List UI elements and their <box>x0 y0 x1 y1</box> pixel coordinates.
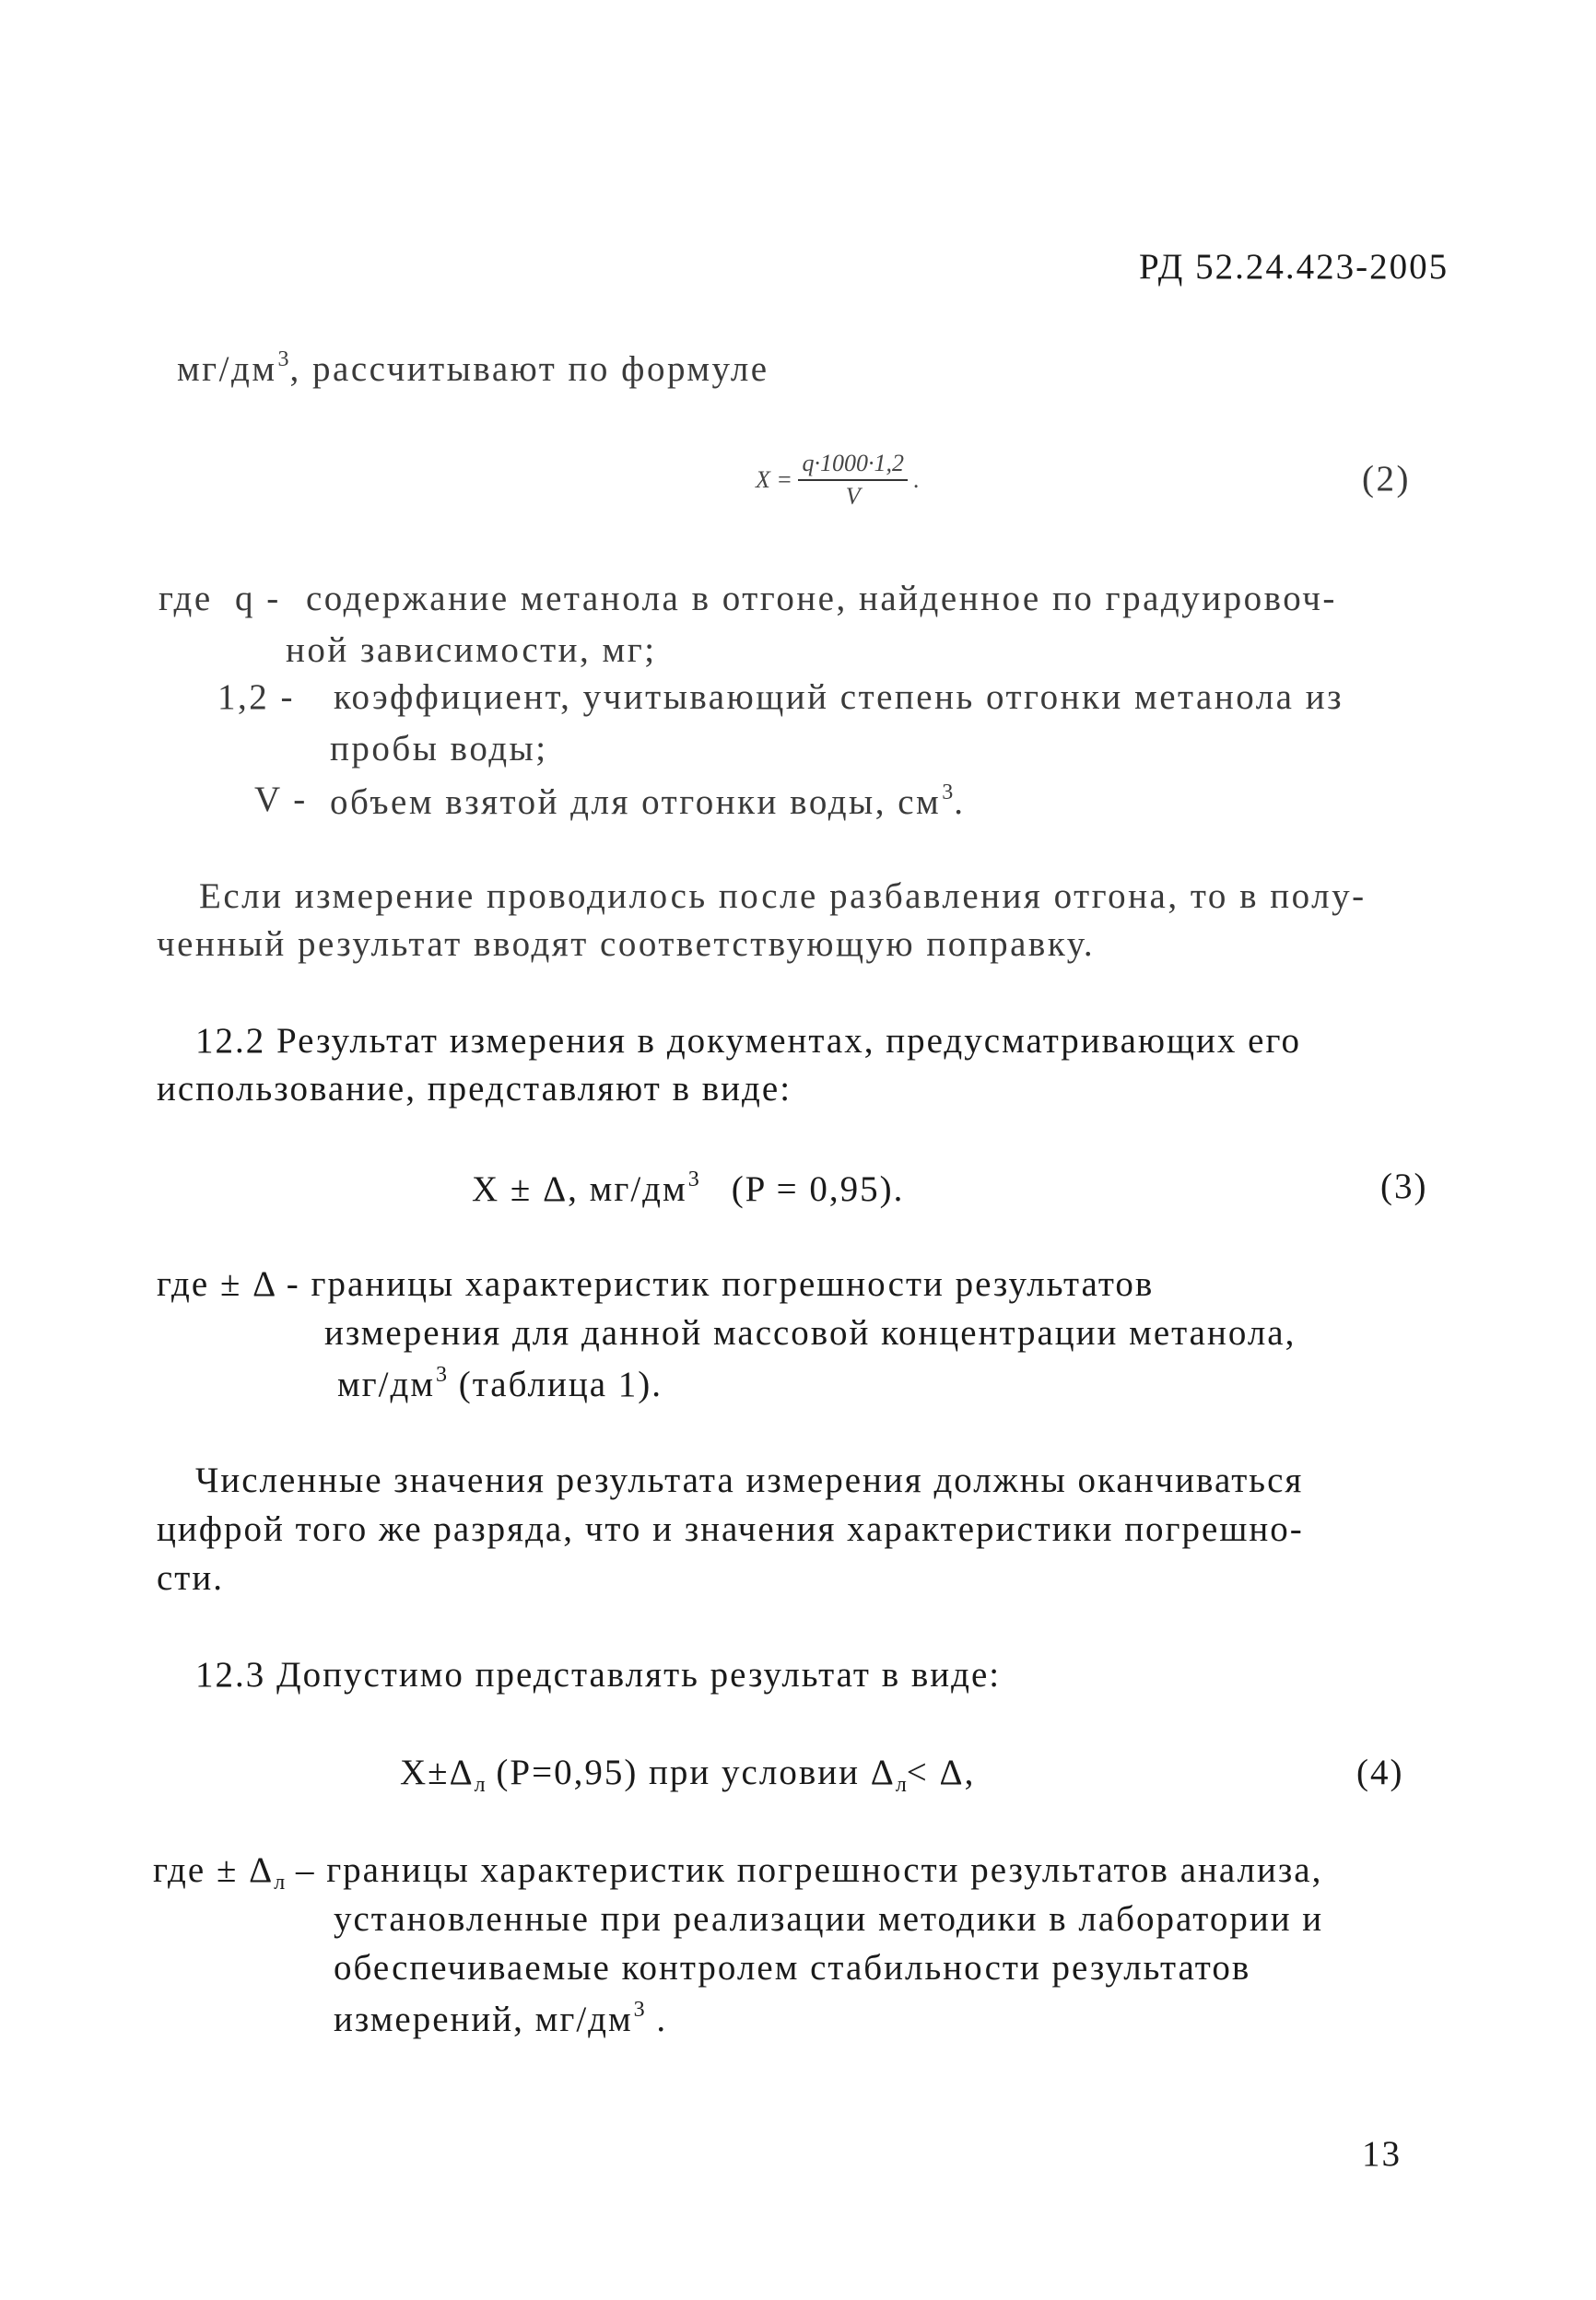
where-2-line3 <box>337 1364 663 1402</box>
where-3-trail: . <box>645 2000 668 2039</box>
where-2-table-ref: (таблица 1). <box>448 1365 663 1404</box>
where-1-v-text: объем взятой для отгонки воды, см <box>330 782 942 822</box>
formula-3-number: (3) <box>1380 1167 1428 1206</box>
where-3-sub: л <box>274 1871 286 1895</box>
section-12-2-line2: использование, представляют в виде: <box>157 1069 792 1109</box>
intro-text: , рассчитывают по формуле <box>289 349 769 389</box>
where-1-v-trail: . <box>954 782 966 822</box>
intro-unit: мг/дм <box>177 349 277 389</box>
formula-3-condition: (P = 0,95). <box>731 1169 905 1209</box>
page-number: 13 <box>1362 2134 1402 2174</box>
para-numeric-line2: цифрой того же разряда, что и значения характеристики погрешно- <box>157 1509 1304 1549</box>
where-3-line1 <box>153 1852 1322 1894</box>
formula-3-exp: 3 <box>687 1168 699 1191</box>
formula-4-rest: < Δ, <box>906 1753 976 1792</box>
where-1-prefix: где <box>158 579 213 618</box>
formula-4-sub: л <box>474 1773 486 1797</box>
where-1-coef-line1: коэффициент, учитывающий степень отгонки метанола из <box>334 677 1344 717</box>
where-1-v-line1 <box>330 781 965 820</box>
where-1-q-line2: ной зависимости, мг; <box>286 630 657 670</box>
where-3-prefix: где ± Δ <box>153 1850 275 1890</box>
formula-3-expr: X ± Δ, мг/дм <box>472 1169 687 1209</box>
formula-3 <box>472 1168 904 1207</box>
section-12-3: 12.3 Допустимо представлять результат в виде: <box>195 1655 1002 1695</box>
where-3-line2: установленные при реализации методики в лаборатории и <box>334 1899 1324 1939</box>
where-3-line4-text: измерений, мг/дм <box>334 2000 633 2039</box>
doc-code: РД 52.24.423-2005 <box>1139 247 1449 287</box>
intro-unit-exp: 3 <box>277 347 289 371</box>
where-3-line3: обеспечиваемые контролем стабильности результатов <box>334 1948 1251 1988</box>
para-dilution-line1: Если измерение проводилось после разбавления отгона, то в полу- <box>199 876 1367 916</box>
formula-2-denominator: V <box>845 483 861 510</box>
where-2-unit-exp: 3 <box>436 1363 448 1387</box>
where-1-q-line1: содержание метанола в отгоне, найденное по градуировоч- <box>306 579 1337 618</box>
formula-4-number: (4) <box>1356 1753 1404 1792</box>
where-1-coef-line2: пробы воды; <box>330 729 548 769</box>
formula-4-condition: (P=0,95) при условии Δ <box>485 1753 896 1792</box>
where-1-v-symbol: V - <box>254 780 308 819</box>
formula-4-x: X±Δ <box>400 1753 475 1792</box>
formula-2-number: (2) <box>1362 459 1411 499</box>
formula-4 <box>400 1754 975 1796</box>
formula-2-trail: . <box>913 466 920 493</box>
where-1-q-symbol: q - <box>235 579 281 618</box>
where-3-exp: 3 <box>633 1998 645 2022</box>
formula-2-lhs: X = <box>756 466 792 493</box>
where-3-line1-text: – границы характеристик погрешности результатов анализа, <box>285 1850 1323 1890</box>
formula-2-fraction <box>798 450 908 510</box>
where-2-line1: где ± Δ - границы характеристик погрешности результатов <box>157 1264 1155 1304</box>
formula-2-numerator: q·1000·1,2 <box>798 450 908 481</box>
formula-2 <box>756 450 920 510</box>
intro-line <box>177 348 769 387</box>
para-numeric-line3: сти. <box>157 1558 224 1598</box>
where-2-line2: измерения для данной массовой концентрации метанола, <box>324 1313 1297 1353</box>
where-3-line4 <box>334 1999 667 2037</box>
para-dilution-line2: ченный результат вводят соответствующую поправку. <box>157 924 1096 964</box>
formula-4-sub2: л <box>895 1773 907 1797</box>
where-1-v-exp: 3 <box>942 780 954 804</box>
section-12-2-line1: 12.2 Результат измерения в документах, предусматривающих его <box>195 1021 1302 1061</box>
where-1-coef-symbol: 1,2 - <box>217 677 295 717</box>
para-numeric-line1: Численные значения результата измерения должны оканчиваться <box>195 1461 1304 1500</box>
where-2-unit: мг/дм <box>337 1365 436 1404</box>
